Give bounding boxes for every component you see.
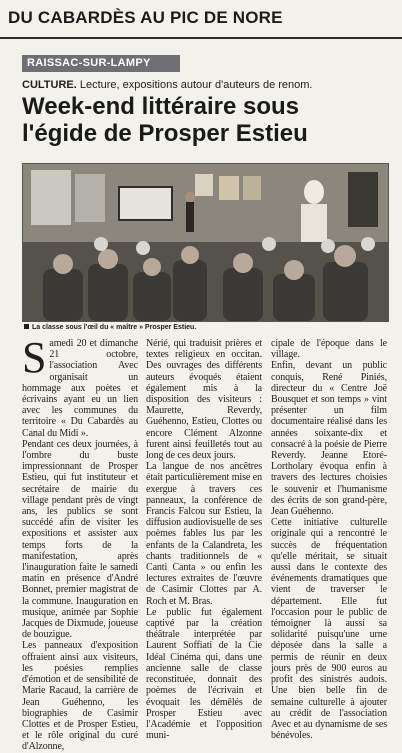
article-column-2 [146,338,262,742]
tagline-text: Lecture, expositions autour d'auteurs de renom. [76,79,313,91]
article-photo [22,163,389,322]
article-paragraph: Nérié, qui traduisit prières et textes religieux en occitan. Des ouvrages des différents auteurs évoqués étaient également mis à la disposition des visiteurs : Maurette, Reverdy, Guéhenno, Estieu, Clottes ou encore Clément Alzonne furent ainsi feuilletés tout au long de ces deux jours. [146,338,262,462]
classroom-photo-illustration [23,164,388,321]
article-column-3 [271,338,387,742]
paragraph-text: amedi 20 et dimanche 21 octobre, l'association Avec organisait un hommage aux poètes et écrivains ayant eu un lien avec les communes du territoire « Du Cabardès au Canal du Midi ». [22,338,138,439]
tagline [22,78,397,92]
headline-line-2: l'égide de Prosper Estieu [22,120,308,147]
header-rule [0,37,402,39]
section-header: DU CABARDÈS AU PIC DE NORE [8,8,283,27]
article-column-1 [22,333,138,753]
photo-caption [24,323,384,333]
tagline-label: CULTURE. [22,79,77,91]
article-paragraph: Enfin, devant un public conquis, René Piniés, directeur du « Centre Joë Bousquet et son temps » vint présenter un film documentaire réalisé dans les années soixante-dix et consacré à la poésie de Pierre Reverdy. Jeanne Etoré-Lortholary évoqua enfin à travers des lectures choisies le souvenir et l'humanisme des écrits de son grand-père, Jean Guéhenno. [271,360,387,518]
article-paragraph: Les panneaux d'exposition offraient ainsi aux visiteurs, les poésies remplies d'émotion et de sensibilité de Marie Racaud, la carrière de Jean Guéhenno, les biographies de Casimir Clottes et de Prosper Estieu, et le rôle original du curé d'Alzonne, [22,640,138,753]
article-paragraph: cipale de l'époque dans le village. [271,338,387,361]
caption-bullet-icon [24,324,29,329]
article-paragraph: La langue de nos ancêtres était particulièrement mise en exergue à travers ces panneaux, la conférence de Francis Falcou sur Estieu, la diffusion audiovisuelle de ses poèmes fables lus par les enfants de la Calandreta, les chants traditionnels de « Canti Canta » ou enfin les lectures extraites de l'œuvre de Casimir Clottes par A. Roch et M. Bras. [146,461,262,607]
headline-line-1: Week-end littéraire sous [22,93,299,120]
photo-caption-text: La classe sous l'œil du « maître » Prosper Estieu. [32,324,197,331]
drop-cap: S [22,333,47,382]
article-paragraph [22,333,138,439]
article-paragraph: Pendant ces deux journées, à l'ombre du buste impressionnant de Prosper Estieu, qui fut instituteur et secrétaire de mairie du village pendant près de vingt ans, les publics se sont succédé afin de visiter les expositions et assister aux temps forts de la manifestation, après l'inauguration faite le samedi matin en présence d'André Bonnet, premier magistrat de la commune. Inauguration en musique, animée par Sophie Jacques de Dixmude, joueuse de bouzigue. [22,438,138,641]
article-paragraph: Cette initiative culturelle originale qui a rencontré le succès de fréquentation qu'elle méritait, se situait aussi dans le contexte des événements dramatiques que vient de traverser le département. Elle fut l'occasion pour le public de témoigner là aussi sa solidarité puisqu'une urne déposée dans la salle a permis de réunir en deux jours près de 900 euros au profit des sinistrés audois. Une bien belle fin de semaine culturelle à ajouter au crédit de l'association Avec et au dynamisme de ses bénévoles. [271,517,387,742]
headline [22,93,397,147]
article-paragraph: Le public fut également captivé par la création théâtrale interprétée par Laurent Soffiati de la Cie Idéal Cinéma qui, dans une ancienne salle de classe reconstituée, donnait des poèmes de l'écrivain et évoquait les démêlés de Prosper Estieu avec l'Académie et l'opposition muni- [146,606,262,742]
location-kicker: RAISSAC-SUR-LAMPY [22,55,180,72]
